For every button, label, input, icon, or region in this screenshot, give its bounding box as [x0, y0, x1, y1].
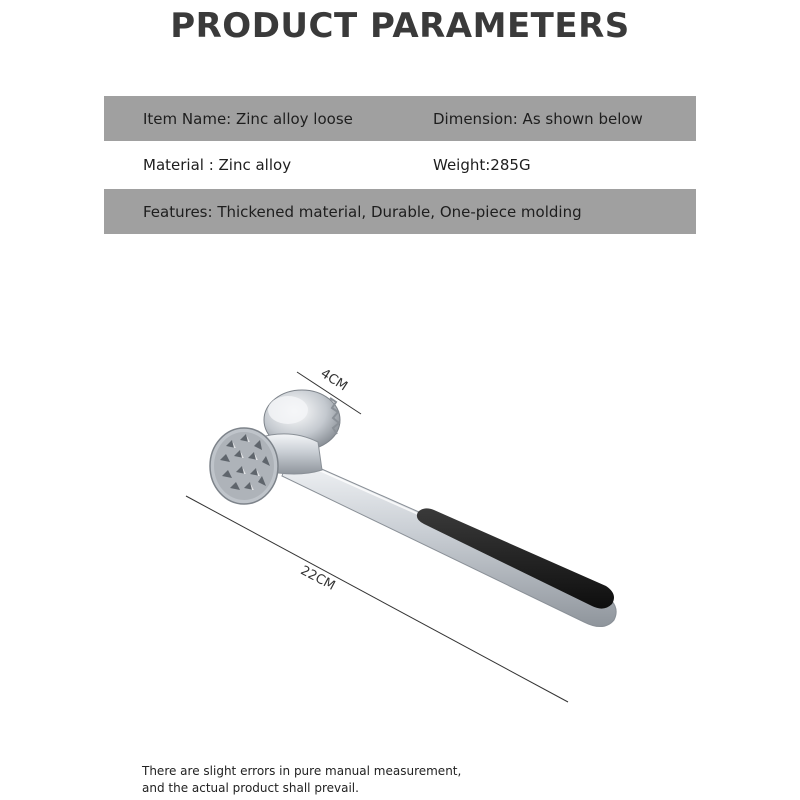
- note-line-1: There are slight errors in pure manual measurement,: [142, 764, 462, 778]
- weight-text: Weight:285G: [433, 156, 531, 174]
- param-row-1: [104, 96, 696, 141]
- handle-grip: [417, 508, 614, 608]
- front-hammer-face: [210, 428, 278, 504]
- parameters-table: [104, 96, 696, 234]
- features-text: Features: Thickened material, Durable, One-piece molding: [143, 202, 582, 221]
- length-dimension-line: [186, 496, 568, 702]
- measurement-note: [142, 763, 642, 797]
- page-title: PRODUCT PARAMETERS: [170, 6, 630, 46]
- handle: [282, 455, 616, 627]
- param-row-3: [104, 189, 696, 234]
- product-figure: [0, 340, 800, 760]
- note-line-2: and the actual product shall prevail.: [142, 781, 359, 795]
- dimension-text: Dimension: As shown below: [433, 109, 643, 128]
- material-text: Material : Zinc alloy: [143, 156, 292, 174]
- item-name-text: Item Name: Zinc alloy loose: [143, 109, 353, 128]
- length-dimension-label: 22CM: [297, 563, 338, 594]
- head-dimension-label: 4CM: [317, 366, 350, 395]
- param-row-2: [104, 141, 696, 189]
- meat-tenderizer-illustration: [0, 340, 800, 760]
